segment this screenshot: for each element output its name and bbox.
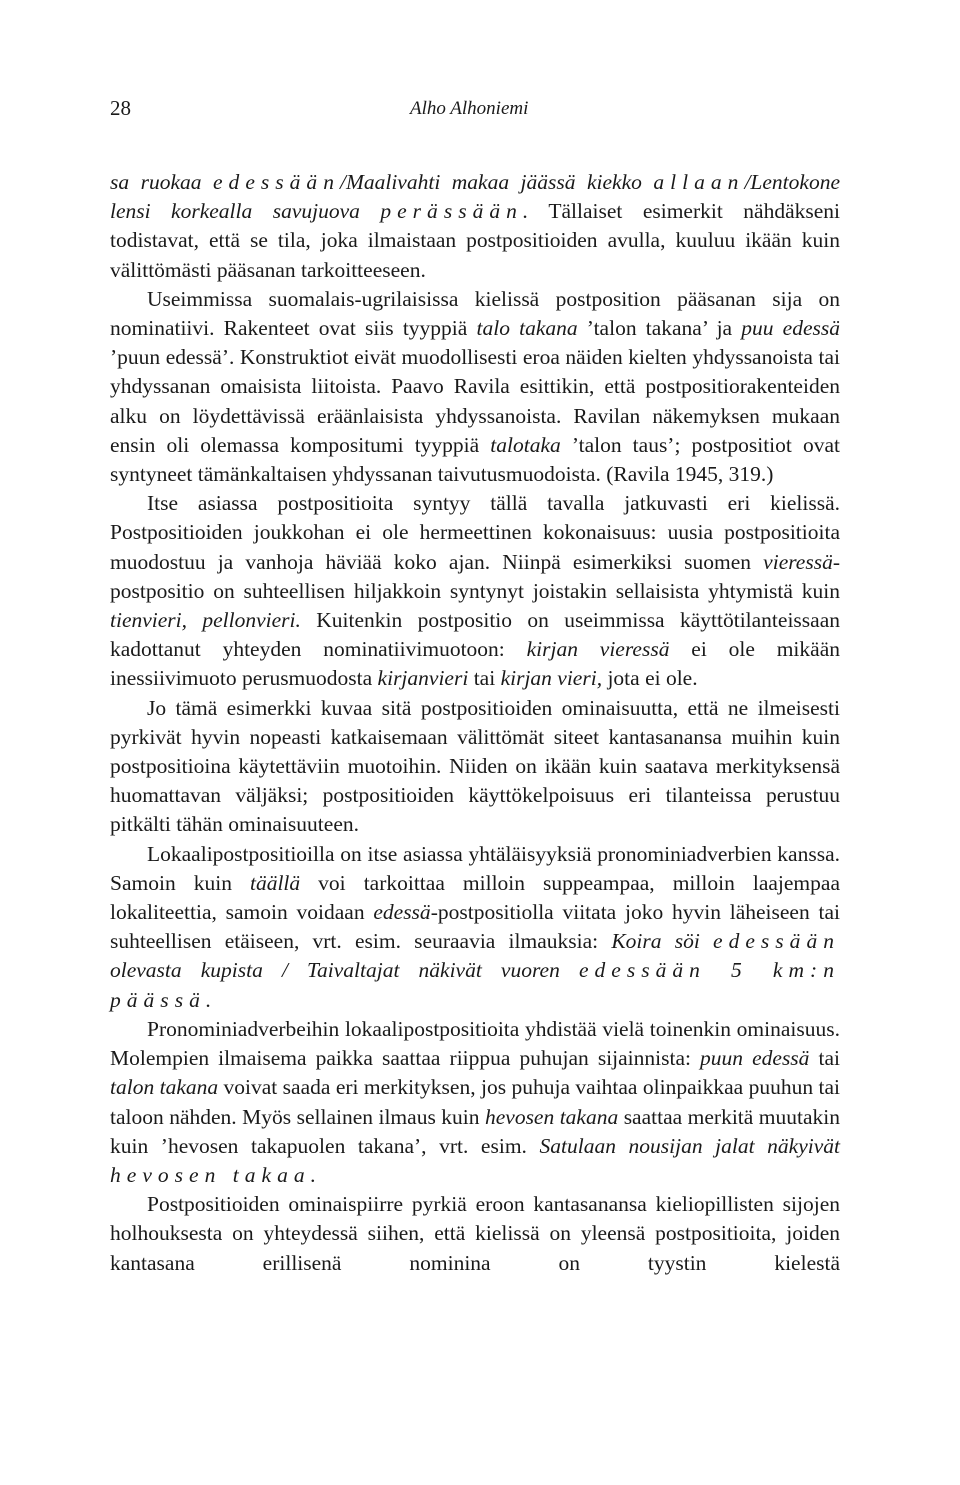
text-segment: ei ole mikään inessiivimuoto perusmuodosta	[110, 637, 840, 691]
text-segment: Postpositioiden ominaispiirre pyrkiä eroon kantasanansa kieliopillisten sijojen holhouksesta on yhteydessä siihen, että kielissä on yleensä postpositioita, joiden kantasana erillisenä nominina on tyystin kielestä	[110, 1192, 840, 1275]
text-segment: tai	[809, 1046, 840, 1071]
paragraph	[110, 694, 840, 840]
italic-segment: täällä	[249, 870, 301, 895]
paragraph	[110, 168, 840, 285]
page-number: 28	[110, 96, 131, 120]
body-text	[110, 168, 840, 1278]
text-segment: ’talon takana’ ja	[577, 316, 742, 341]
italic-segment: /Lentokone lensi korkealla savujuova	[110, 170, 840, 224]
italic-segment: Koira söi	[611, 929, 714, 954]
italic-segment: .	[310, 1162, 317, 1187]
italic-segment: hevosen takana	[484, 1104, 619, 1129]
italic-segment: talo takana	[476, 316, 578, 341]
running-head: Alho Alhoniemi	[410, 98, 529, 119]
paragraph	[110, 285, 840, 489]
spaced-italic-segment: allaan	[653, 170, 745, 194]
italic-segment: puun edessä	[700, 1046, 810, 1071]
text-segment: Kuitenkin postpositio on useimmissa käyttötilanteissaan kadottanut yhteyden nominatiivimuotoon:	[110, 608, 840, 662]
text-segment: voivat saada eri merkityksen, jos puhuja vaihtaa olinpaikkaa puuhun tai taloon nähden. Myös sellainen ilmaus kuin	[110, 1075, 840, 1129]
italic-segment: sa ruokaa	[110, 170, 213, 194]
spaced-italic-segment: edessään 5 km:n päässä	[110, 958, 840, 1012]
italic-segment: kirjan vieri,	[500, 666, 603, 691]
italic-segment: .	[205, 987, 212, 1012]
text-segment: Useimmissa suomalais-ugrilaisissa kielissä postposition pääsanan sija on nominatiivi. Rakenteet ovat siis tyyppiä	[110, 286, 840, 341]
text-segment: Tällaiset esimerkit nähdäkseni todistavat, että se tila, joka ilmaistaan postpositioiden avulla, kuuluu ikään kuin välittömästi pääsanan tarkoitteeseen.	[110, 199, 840, 282]
text-segment: ’talon taus’; postpositiot ovat syntyneet tämänkaltaisen yhdyssanan taivutusmuodoista. (Ravila 1945, 319.)	[110, 432, 840, 487]
text-segment: voi tarkoittaa milloin suppeampaa, milloin laajempaa lokaliteettia, samoin voidaan	[110, 870, 840, 925]
text-segment: Jo tämä esimerkki kuvaa sitä postpositioiden ominaisuutta, että ne ilmeisesti pyrkivät hyvin nopeasti katkaisemaan välittömät siteet kantasanansa muihin kuin postpositioina käytettäviin muotoihin. Niiden on ikään kuin saatava merkityksensä huomattavan väljäksi; postpositioiden käyttökelpoisuus eri tilanteissa perustuu pitkälti tähän ominaisuuteen.	[110, 695, 840, 837]
text-segment: -postpositio on suhteellisen hiljakkoin syntynyt joistakin sellaisista yhtymistä kuin	[110, 549, 840, 603]
spaced-italic-segment: edessään	[212, 170, 340, 194]
italic-segment: /Maalivahti makaa jäässä kiekko	[339, 170, 654, 194]
italic-segment: kirjan vieressä	[526, 637, 670, 662]
italic-segment: Satulaan nousijan jalat näkyivät	[539, 1133, 840, 1158]
italic-segment: puu edessä	[741, 316, 841, 341]
spaced-italic-segment: perässään	[380, 199, 523, 224]
text-segment: jota ei ole.	[602, 666, 698, 691]
paragraph	[110, 489, 840, 693]
page-header	[110, 96, 840, 136]
text-segment: Lokaalipostpositioilla on itse asiassa yhtäläisyyksiä pronominiadverbien kanssa. Samoin kuin	[110, 841, 840, 895]
text-segment: ’puun edessä’. Konstruktiot eivät muodollisesti eroa näiden kielten yhdyssanoista tai yhdyssanan omaisista liitoista. Paavo Ravila esittikin, että postpositiorakenteiden alku on löydettävissä eräänlaisista yhdyssanoista. Ravilan näkemyksen mukaan ensin oli olemassa kompositumi tyyppiä	[110, 345, 840, 457]
text-segment: tai	[468, 666, 501, 691]
italic-segment: talon takana	[110, 1075, 219, 1100]
spaced-italic-segment: edessään	[713, 929, 840, 954]
italic-segment: kirjanvieri	[377, 666, 469, 691]
text-segment: -postpositiolla viitata joko hyvin läheiseen tai suhteellisen etäiseen, vrt. esim. seuraavia ilmauksia:	[110, 900, 840, 954]
paragraph	[110, 1190, 840, 1278]
italic-segment: tienvieri, pellonvieri.	[110, 608, 301, 633]
spaced-italic-segment: hevosen takaa	[110, 1162, 311, 1187]
italic-segment: .	[522, 199, 529, 224]
text-segment: Itse asiassa postpositioita syntyy tällä tavalla jatkuvasti eri kielissä. Postpositioiden joukkohan ei ole hermeettinen kokonaisuus: uusia postpositioita muodostuu ja vanhoja häviää koko ajan. Niinpä esimerkiksi suomen	[110, 491, 840, 574]
text-segment: saattaa merkitä muutakin kuin ’hevosen takapuolen takana’, vrt. esim.	[110, 1104, 840, 1158]
italic-segment: talotaka	[490, 432, 561, 457]
italic-segment: vieressä	[763, 549, 833, 574]
italic-segment: olevasta kupista / Taivaltajat näkivät vuoren	[110, 958, 579, 983]
italic-segment: edessä	[373, 900, 431, 925]
text-segment: Pronominiadverbeihin lokaalipostpositioita yhdistää vielä toinenkin ominaisuus. Molempien ilmaisema paikka saattaa riippua puhujan sijainnista:	[110, 1016, 840, 1071]
paragraph	[110, 1015, 840, 1190]
paragraph	[110, 840, 840, 1015]
